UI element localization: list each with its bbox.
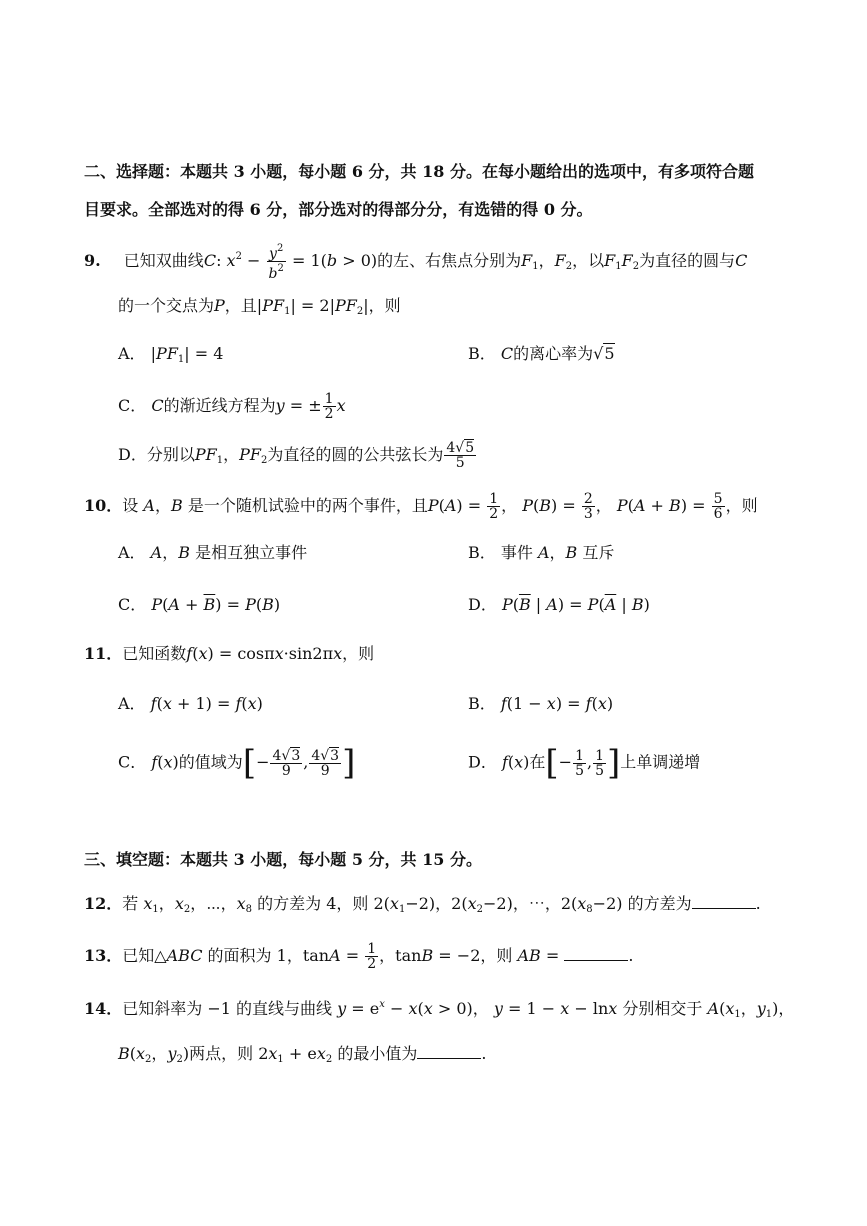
question-text: .	[628, 946, 634, 965]
option-text: 在	[529, 752, 546, 772]
question-text: 的左、右焦点分别为	[377, 251, 522, 270]
option-label: C．	[118, 752, 147, 772]
option-text: 事件	[500, 543, 533, 562]
q11-option-c[interactable]: C． f(x)的值域为[− $\frac{4√3}{9}$ , $\frac{4√3}{9}$ ]	[118, 743, 356, 783]
option-label: D．	[468, 752, 497, 772]
option-text: 的离心率为	[513, 344, 594, 363]
question-9-line2: 的一个交点为P，且$|PF_1| = 2|PF_2|$，则	[118, 296, 401, 317]
q9-option-a[interactable]: A． $|PF_1| = 4$	[118, 344, 224, 365]
q11-option-b[interactable]: B． f(1 − x) = f(x)	[468, 694, 614, 713]
section-2-heading-line2: 目要求。全部选对的得 6 分，部分选对的得部分分，有选错的得 0 分。	[84, 200, 593, 219]
section-2-heading-line1: 二、选择题：本题共 3 小题，每小题 6 分，共 18 分。在每小题给出的选项中，有多项符合题	[84, 162, 754, 181]
question-text: 已知△	[122, 946, 167, 965]
question-number: 12．	[84, 894, 123, 913]
question-text: 的面积为 1，	[207, 946, 303, 965]
q9-option-b[interactable]: B． C的离心率为√5	[468, 344, 615, 363]
question-text: 的一个交点为	[118, 296, 215, 315]
question-number: 14．	[84, 999, 123, 1018]
question-text: 设	[122, 496, 139, 515]
q10-option-b[interactable]: B． 事件 A，B 互斥	[468, 543, 615, 562]
question-text: 的最小值为	[337, 1044, 418, 1063]
answer-blank[interactable]	[564, 944, 628, 961]
question-10-line1: 10．设 A，B 是一个随机试验中的两个事件，且P(A) = $\frac{1}{2}$ ， P(B) = $\frac{2}{3}$ ， P(A + B) = $\frac{5}{6}$ ，则	[84, 491, 758, 522]
q11-option-d[interactable]: D． f(x)在[− $\frac{1}{5}$ , $\frac{1}{5}$ ]上单调递增	[468, 743, 701, 783]
question-text: 已知双曲线	[123, 251, 204, 270]
question-number: 9.	[84, 251, 101, 270]
answer-blank[interactable]	[417, 1042, 481, 1059]
q10-option-a[interactable]: A． A，B 是相互独立事件	[118, 543, 308, 562]
option-label: D．	[118, 445, 147, 464]
option-text: 为直径的圆的公共弦长为	[267, 445, 444, 464]
question-text: 的方差为 4，则	[257, 894, 369, 913]
option-label: B．	[468, 344, 496, 363]
option-label: A．	[118, 543, 146, 562]
question-text: ，则	[725, 496, 758, 515]
option-label: A．	[118, 694, 146, 713]
option-text: 分别以	[146, 445, 195, 464]
question-text: 若	[122, 894, 139, 913]
section-3-heading: 三、填空题：本题共 3 小题，每小题 5 分，共 15 分。	[84, 850, 482, 869]
question-text: 的方差为	[627, 894, 692, 913]
question-14-line2: $B(x_2$，$y_2$)两点，则 $2x_1 + ex_2$ 的最小值为 .	[118, 1044, 487, 1065]
option-label: A．	[118, 344, 146, 363]
option-text: 上单调递增	[620, 752, 701, 772]
question-number: 13．	[84, 946, 123, 965]
question-9-line1: 9. 已知双曲线C: $x^2$ − $\frac{y^2}{b^2}$ = 1(b > 0)的左、右焦点分别为$F_1$，$F_2$，以$F_1F_2$为直径的圆与C	[84, 243, 748, 282]
question-13: 13．已知△ABC 的面积为 1，tanA = $\frac{1}{2}$ ，tanB = −2，则 AB = .	[84, 941, 634, 972]
question-text: ，则	[480, 946, 513, 965]
question-12: 12．若 $x_1$，$x_2$，⋯，$x_8$ 的方差为 4，则 $2(x_1-2)$，$2(x_2-2)$，⋯，$2(x_8-2)$ 的方差为 .	[84, 894, 761, 915]
question-text: ，则	[342, 644, 375, 663]
question-text: 两点，则	[189, 1044, 254, 1063]
option-label: B．	[468, 694, 496, 713]
q9-option-c[interactable]: C． C的渐近线方程为y = ± $\frac{1}{2}$ x	[118, 391, 346, 422]
option-label: D．	[468, 595, 497, 614]
option-label: C．	[118, 595, 147, 614]
option-label: C．	[118, 396, 147, 415]
question-11-line1: 11．已知函数f(x) = cosπx·sin2πx，则	[84, 644, 375, 663]
question-text: 是一个随机试验中的两个事件，且	[187, 496, 428, 515]
question-number: 11．	[84, 644, 123, 663]
option-text: 的渐近线方程为	[163, 396, 276, 415]
question-text: ，以	[572, 251, 605, 270]
q10-option-c[interactable]: C． $P(A + \overline{B}) = P(B)$	[118, 595, 281, 614]
q9-option-d[interactable]: D．分别以$PF_1$，$PF_2$为直径的圆的公共弦长为 $\frac{4√5}{5}$	[118, 440, 475, 471]
question-text: 已知函数	[122, 644, 187, 663]
question-number: 10．	[84, 496, 123, 515]
q10-option-d[interactable]: D． $P(\overline{B}$ | $A) = P(\overline{A}$ | B)	[468, 595, 650, 614]
question-14-line1: 14．已知斜率为 −1 的直线与曲线 $y = e^x - x(x > 0)$， y = 1 − x − lnx 分别相交于 $A(x_1$，$y_1$)，	[84, 999, 795, 1020]
answer-blank[interactable]	[692, 892, 756, 909]
question-text: .	[481, 1044, 487, 1063]
option-text: 的值域为	[178, 752, 243, 772]
option-text: 是相互独立事件	[195, 543, 308, 562]
question-text: ，且	[224, 296, 257, 315]
question-text: ，则	[368, 296, 401, 315]
question-text: 为直径的圆与	[639, 251, 736, 270]
option-label: B．	[468, 543, 496, 562]
question-text: 分别相交于	[622, 999, 703, 1018]
option-text: 互斥	[582, 543, 615, 562]
question-text: 已知斜率为 −1 的直线与曲线	[122, 999, 333, 1018]
question-text: .	[755, 894, 761, 913]
q11-option-a[interactable]: A． f(x + 1) = f(x)	[118, 694, 263, 713]
